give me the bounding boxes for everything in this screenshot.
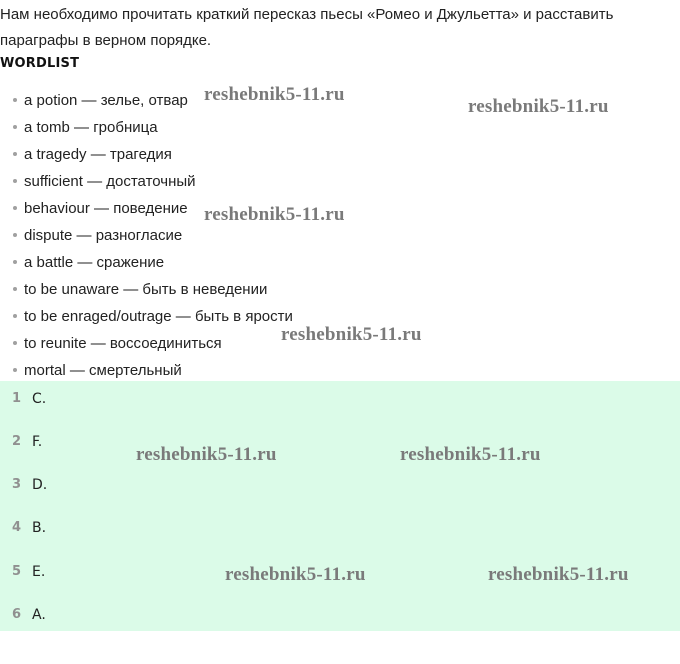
bullet-icon bbox=[13, 260, 17, 264]
wordlist-item-text: a tomb — гробница bbox=[24, 119, 158, 136]
wordlist-item bbox=[0, 145, 172, 165]
wordlist-item bbox=[0, 253, 164, 273]
watermark: reshebnik5-11.ru bbox=[281, 324, 422, 345]
wordlist-item-text: to be enraged/outrage — быть в ярости bbox=[24, 308, 293, 325]
wordlist-item-text: mortal — смертельный bbox=[24, 362, 182, 379]
wordlist-item-text: a potion — зелье, отвар bbox=[24, 92, 188, 109]
answer-value: B. bbox=[32, 520, 47, 536]
bullet-icon bbox=[13, 98, 17, 102]
answer-number: 2 bbox=[12, 434, 22, 449]
wordlist-item bbox=[0, 361, 182, 381]
wordlist-heading: WORDLIST bbox=[0, 56, 80, 71]
wordlist-item bbox=[0, 334, 222, 354]
answer-value: D. bbox=[32, 477, 48, 493]
wordlist-item-text: a battle — сражение bbox=[24, 254, 165, 271]
wordlist-item-text: to reunite — воссоединиться bbox=[24, 335, 222, 352]
wordlist-item bbox=[0, 118, 158, 138]
bullet-icon bbox=[13, 152, 17, 156]
watermark: reshebnik5-11.ru bbox=[400, 444, 541, 465]
wordlist-item bbox=[0, 226, 182, 246]
bullet-icon bbox=[13, 206, 17, 210]
wordlist-item bbox=[0, 172, 196, 192]
task-description: Нам необходимо прочитать краткий пересказ пьесы «Ромео и Джульетта» и расставить параграфы в верном порядке. bbox=[0, 6, 614, 49]
wordlist-item-text: dispute — разногласие bbox=[24, 227, 183, 244]
bullet-icon bbox=[13, 287, 17, 291]
wordlist-item-text: to be unaware — быть в неведении bbox=[24, 281, 268, 298]
wordlist-item-text: a tragedy — трагедия bbox=[24, 146, 172, 163]
bullet-icon bbox=[13, 314, 17, 318]
answer-value: C. bbox=[32, 391, 47, 407]
watermark: reshebnik5-11.ru bbox=[204, 204, 345, 225]
answers-block bbox=[0, 381, 680, 631]
wordlist-item-text: behaviour — поведение bbox=[24, 200, 188, 217]
bullet-icon bbox=[13, 341, 17, 345]
answer-number: 6 bbox=[12, 607, 22, 622]
watermark: reshebnik5-11.ru bbox=[136, 444, 277, 465]
wordlist-item bbox=[0, 280, 267, 300]
wordlist-item bbox=[0, 91, 188, 111]
watermark: reshebnik5-11.ru bbox=[468, 96, 609, 117]
answer-number: 4 bbox=[12, 520, 22, 535]
answer-value: A. bbox=[32, 607, 46, 623]
watermark: reshebnik5-11.ru bbox=[488, 564, 629, 585]
answer-number: 5 bbox=[12, 564, 22, 579]
wordlist-item-text: sufficient — достаточный bbox=[24, 173, 196, 190]
watermark: reshebnik5-11.ru bbox=[204, 84, 345, 105]
answer-value: F. bbox=[32, 434, 43, 450]
wordlist-item bbox=[0, 199, 188, 219]
bullet-icon bbox=[13, 368, 17, 372]
answer-number: 3 bbox=[12, 477, 22, 492]
bullet-icon bbox=[13, 125, 17, 129]
watermark: reshebnik5-11.ru bbox=[225, 564, 366, 585]
wordlist-item bbox=[0, 307, 293, 327]
answer-value: E. bbox=[32, 564, 46, 580]
answer-number: 1 bbox=[12, 391, 22, 406]
bullet-icon bbox=[13, 179, 17, 183]
bullet-icon bbox=[13, 233, 17, 237]
